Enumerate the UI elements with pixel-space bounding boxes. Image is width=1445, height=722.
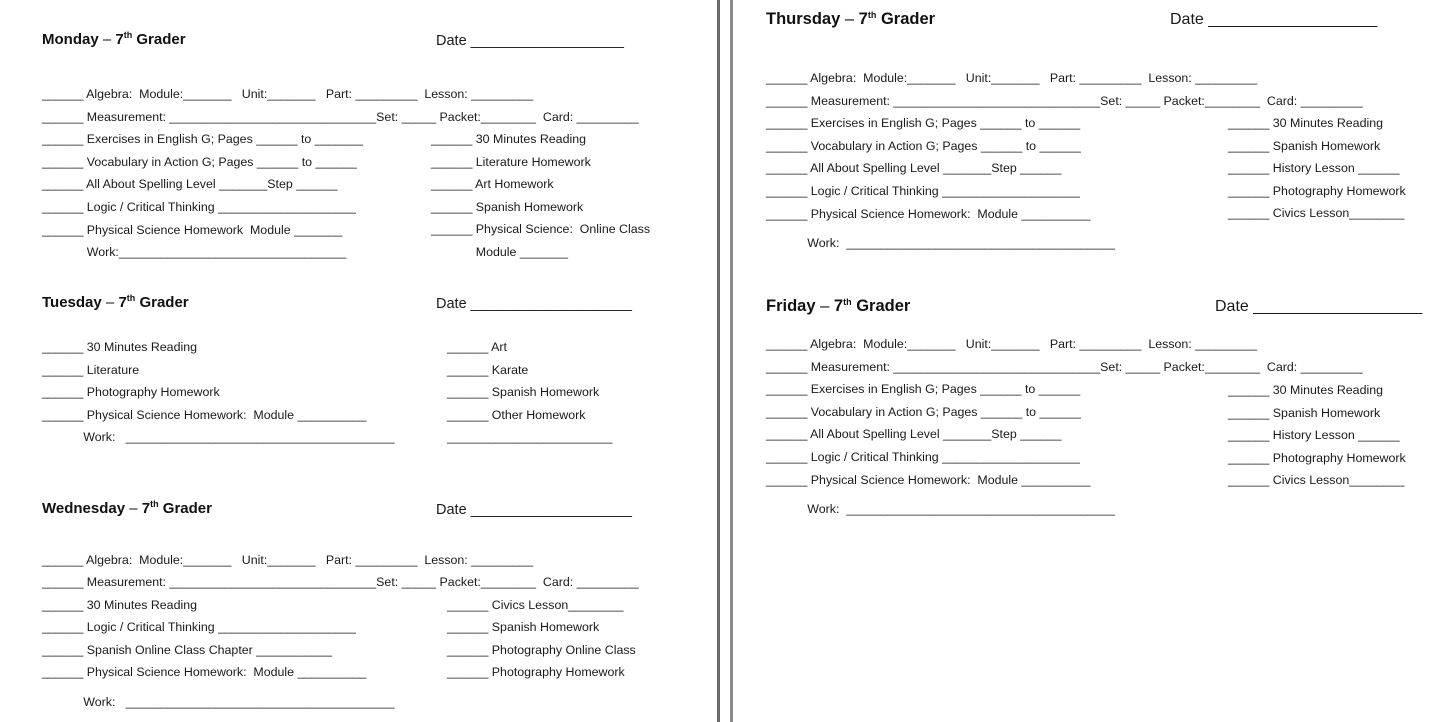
checklist-item: Module _______: [431, 245, 569, 259]
checklist-item: ______ Exercises in English G; Pages ______ to _______: [42, 132, 364, 147]
checklist-item: ______ Photography Homework: [447, 665, 625, 680]
document-page-right: [733, 0, 1445, 722]
grade-number: 7: [141, 500, 151, 517]
checklist-item: ______ Physical Science Homework: Module __________: [766, 206, 1091, 221]
wednesday-date-field: Date ____________________: [436, 502, 632, 518]
checklist-item: ______ 30 Minutes Reading: [431, 132, 586, 146]
checklist-item: ______ All About Spelling Level _______Step ______: [42, 177, 338, 192]
checklist-item: ______ Other Homework: [447, 407, 586, 422]
grade-number: 7: [833, 297, 844, 315]
checklist-item: ______ Logic / Critical Thinking ____________________: [42, 620, 356, 635]
checklist-item: ______ Spanish Homework: [431, 199, 584, 214]
checklist-item: ______ 30 Minutes Reading: [42, 340, 197, 354]
checklist-item: ______ History Lesson ______: [1228, 428, 1400, 443]
checklist-item: ______ Photography Homework: [42, 385, 220, 400]
checklist-item: ______ Measurement: ______________________________Set: _____ Packet:________ Card: _________: [766, 359, 1363, 374]
friday-date-field: Date ___________________: [1215, 298, 1423, 315]
checklist-item: ______ Literature: [42, 362, 140, 377]
grade-word: Grader: [136, 31, 186, 48]
checklist-item: Work: _______________________________________: [766, 502, 1116, 517]
checklist-item: ______ Art Homework: [431, 177, 554, 192]
checklist-item: ______ 30 Minutes Reading: [1228, 116, 1383, 130]
checklist-item: ______ Exercises in English G; Pages ______ to ______: [766, 116, 1081, 131]
grade-number: 7: [115, 31, 124, 48]
heading-dash: –: [844, 10, 855, 28]
checklist-item: ______ Logic / Critical Thinking ____________________: [42, 200, 356, 214]
checklist-item: ______ Logic / Critical Thinking ____________________: [766, 450, 1080, 464]
checklist-item: ______ Exercises in English G; Pages ______ to ______: [766, 382, 1081, 397]
grade-ordinal-suffix: th: [843, 297, 852, 307]
checklist-item: ______ Measurement: ______________________________Set: _____ Packet:________ Card: _________: [42, 109, 639, 124]
monday-heading: [42, 31, 186, 49]
checklist-item: ______ Measurement: ______________________________Set: _____ Packet:________ Card: _________: [42, 575, 639, 590]
checklist-item: ______ All About Spelling Level _______Step ______: [766, 427, 1062, 442]
day-name: Wednesday: [42, 500, 126, 517]
checklist-item: Work:_________________________________: [42, 245, 347, 260]
grade-ordinal-suffix: th: [867, 10, 877, 20]
grade-ordinal-suffix: th: [150, 499, 159, 509]
day-name: Tuesday: [42, 294, 102, 311]
checklist-item: ______ Spanish Homework: [1228, 138, 1381, 153]
day-name: Thursday: [766, 10, 841, 28]
checklist-item: ______ Algebra: Module:_______ Unit:_______ Part: _________ Lesson: _________: [42, 553, 534, 567]
grade-ordinal-suffix: th: [123, 30, 133, 40]
checklist-item: Work: _______________________________________: [42, 430, 395, 445]
tuesday-date-field: Date ____________________: [436, 296, 632, 312]
checklist-item: ______ Civics Lesson________: [1228, 473, 1405, 488]
grade-number: 7: [118, 294, 127, 311]
checklist-item: ______ Physical Science: Online Class: [431, 222, 651, 237]
checklist-item: ______ Algebra: Module:_______ Unit:_______ Part: _________ Lesson: _________: [42, 87, 534, 101]
checklist-item: ______ Logic / Critical Thinking ____________________: [766, 184, 1080, 198]
checklist-item: ______ Vocabulary in Action G; Pages ______ to ______: [766, 138, 1081, 153]
tuesday-heading: [42, 294, 189, 312]
checklist-item: ______ Spanish Homework: [1228, 405, 1381, 420]
checklist-item: ______ Civics Lesson________: [447, 598, 624, 612]
thursday-date-field: Date ___________________: [1170, 11, 1378, 28]
checklist-item: ______ Photography Homework: [1228, 450, 1406, 465]
friday-heading: [766, 297, 910, 315]
heading-dash: –: [820, 297, 830, 315]
checklist-item: ______ Spanish Homework: [447, 620, 600, 635]
heading-dash: –: [105, 294, 115, 311]
checklist-item: ______ Algebra: Module:_______ Unit:_______ Part: _________ Lesson: _________: [766, 71, 1258, 85]
monday-date-field: Date ___________________: [436, 33, 624, 49]
checklist-item: Work: _______________________________________: [42, 695, 395, 710]
checklist-item: ______ Vocabulary in Action G; Pages ______ to ______: [766, 404, 1081, 419]
day-name: Monday: [42, 31, 99, 48]
checklist-item: ______ Karate: [447, 362, 529, 377]
thursday-heading: [766, 10, 935, 28]
checklist-item: ______ Physical Science Homework Module _______: [42, 222, 343, 237]
grade-word: Grader: [880, 10, 936, 28]
checklist-item: ______ Physical Science Homework: Module __________: [42, 407, 367, 422]
wednesday-heading: [42, 500, 212, 518]
checklist-item: ______ History Lesson ______: [1228, 161, 1400, 176]
checklist-item: ______ Vocabulary in Action G; Pages ______ to ______: [42, 154, 357, 169]
grade-word: Grader: [162, 500, 212, 517]
page-edge-rule: [717, 0, 720, 722]
grade-number: 7: [858, 10, 868, 28]
checklist-item: ______ Civics Lesson________: [1228, 206, 1405, 221]
checklist-item: ________________________: [447, 430, 613, 445]
checklist-item: ______ 30 Minutes Reading: [1228, 383, 1383, 397]
checklist-item: Work: _______________________________________: [766, 236, 1116, 251]
heading-dash: –: [102, 31, 112, 48]
checklist-item: ______ Physical Science Homework: Module __________: [766, 472, 1091, 487]
checklist-item: ______ 30 Minutes Reading: [42, 597, 197, 612]
checklist-item: ______ Physical Science Homework: Module __________: [42, 665, 367, 679]
checklist-item: ______ All About Spelling Level _______Step ______: [766, 161, 1062, 176]
grade-ordinal-suffix: th: [126, 293, 136, 303]
checklist-item: ______ Photography Homework: [1228, 183, 1406, 198]
checklist-item: ______ Spanish Online Class Chapter ___________: [42, 642, 333, 657]
checklist-item: ______ Measurement: ______________________________Set: _____ Packet:________ Card: _________: [766, 93, 1363, 108]
checklist-item: ______ Art: [447, 340, 507, 354]
checklist-item: ______ Photography Online Class: [447, 642, 636, 657]
heading-dash: –: [129, 500, 138, 517]
checklist-item: ______ Literature Homework: [431, 154, 591, 169]
document-page-left: [0, 0, 717, 722]
grade-word: Grader: [139, 294, 189, 311]
checklist-item: ______ Spanish Homework: [447, 385, 600, 400]
checklist-item: ______ Algebra: Module:_______ Unit:_______ Part: _________ Lesson: _________: [766, 337, 1258, 351]
grade-word: Grader: [856, 297, 911, 315]
day-name: Friday: [766, 297, 816, 315]
